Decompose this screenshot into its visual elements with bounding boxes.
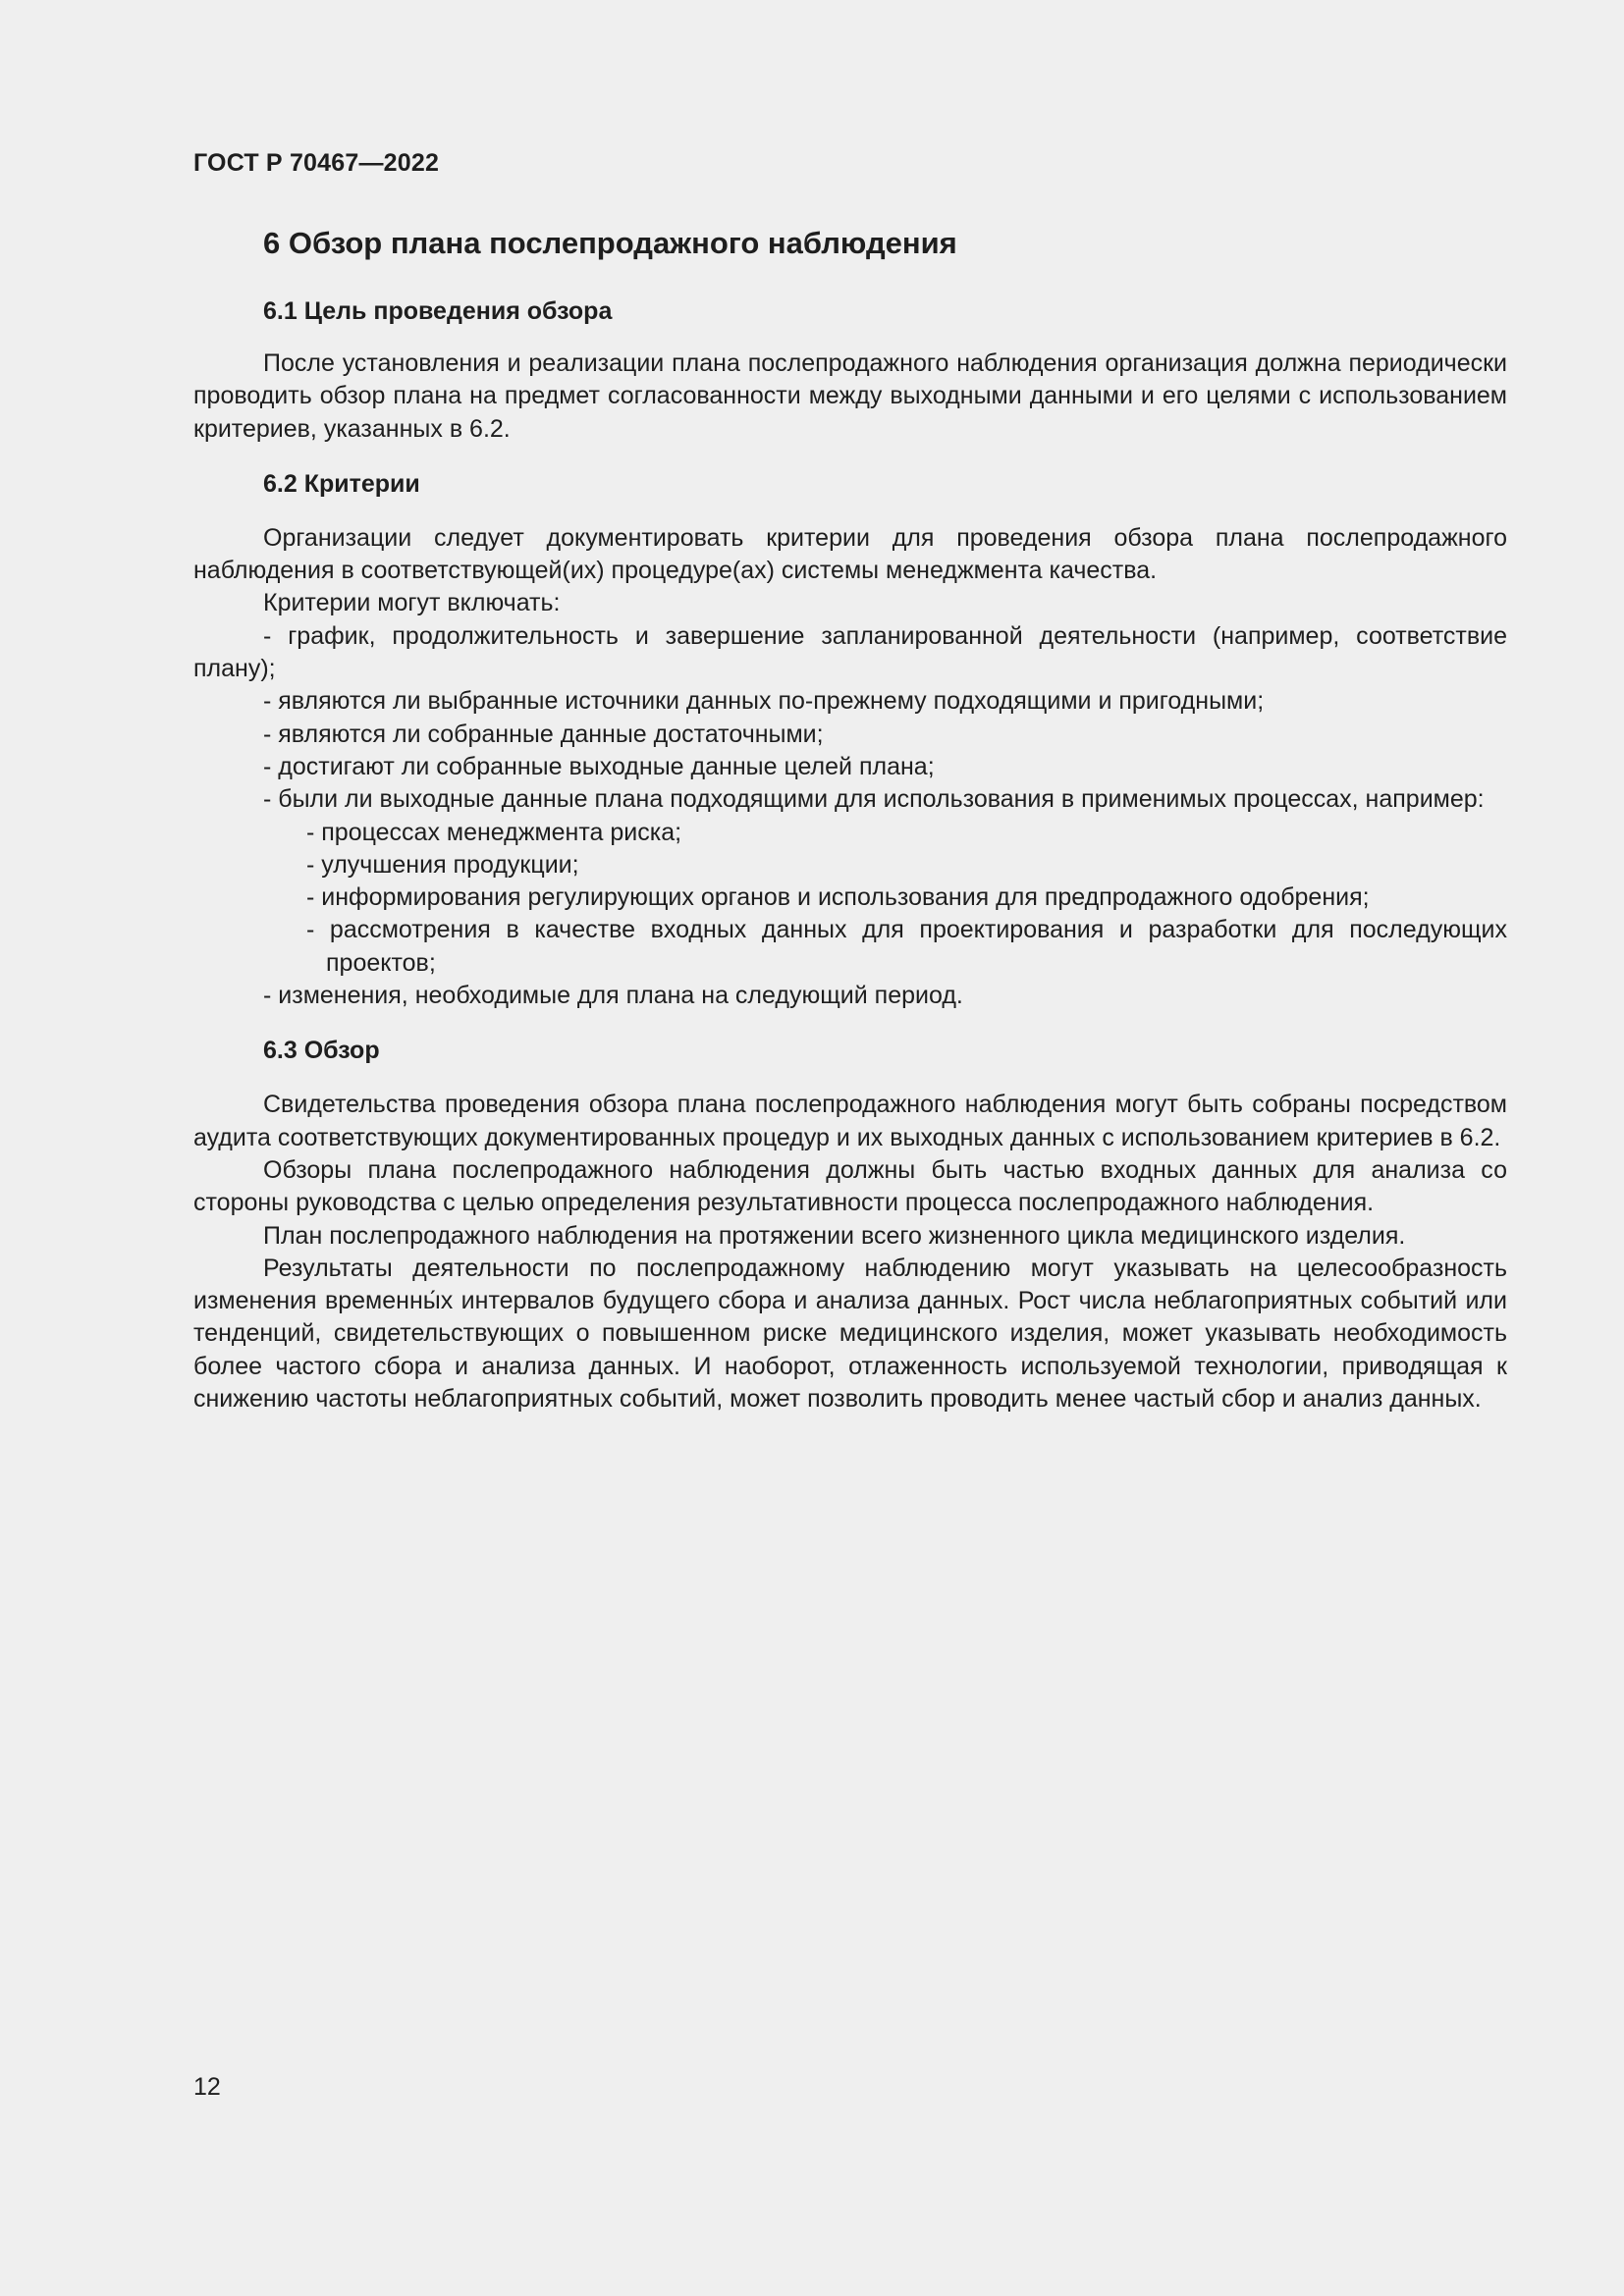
section-6-3-paragraph: Свидетельства проведения обзора плана послепродажного наблюдения могут быть собраны посредством аудита соответствующих документированных процедур и их выходных данных с использованием критериев в 6.2. xyxy=(193,1091,1507,1151)
document-code-header: ГОСТ Р 70467—2022 xyxy=(193,149,440,177)
page-content xyxy=(193,222,1507,1415)
criteria-item: - являются ли собранные данные достаточными; xyxy=(263,720,824,748)
section-6-2-title: 6.2 Критерии xyxy=(263,469,420,498)
section-6-title: 6 Обзор плана послепродажного наблюдения xyxy=(263,226,957,260)
criteria-subitem: - улучшения продукции; xyxy=(306,850,579,879)
criteria-subitem: - процессах менеджмента риска; xyxy=(306,818,682,846)
criteria-item: - достигают ли собранные выходные данные целей плана; xyxy=(263,752,935,780)
page-number: 12 xyxy=(193,2073,221,2101)
section-6-3-paragraph: План послепродажного наблюдения на протяжении всего жизненного цикла медицинского изделия. xyxy=(263,1221,1406,1250)
criteria-item: - изменения, необходимые для плана на следующий период. xyxy=(263,982,963,1010)
section-6-3-title: 6.3 Обзор xyxy=(263,1037,380,1065)
section-6-1-paragraph: После установления и реализации плана послепродажного наблюдения организация должна периодически проводить обзор плана на предмет согласованности между выходными данными и его целями с использованием критериев, указанных в 6.2. xyxy=(193,349,1507,443)
criteria-subitem: - информирования регулирующих органов и использования для предпродажного одобрения; xyxy=(306,883,1370,912)
criteria-intro: Критерии могут включать: xyxy=(263,589,561,617)
section-6-3-paragraph: Обзоры плана послепродажного наблюдения должны быть частью входных данных для анализа со стороны руководства с целью определения результативности процесса послепродажного наблюдения. xyxy=(193,1155,1507,1217)
section-6-2-paragraph: Организации следует документировать критерии для проведения обзора плана послепродажного наблюдения в соответствующей(их) процедуре(ах) системы менеджмента качества. xyxy=(193,523,1507,585)
criteria-item: - являются ли выбранные источники данных по-прежнему подходящими и пригодными; xyxy=(263,687,1265,716)
section-6-1-title: 6.1 Цель проведения обзора xyxy=(263,297,613,325)
criteria-subitem: - рассмотрения в качестве входных данных для проектирования и разработки для последующих проектов; xyxy=(306,916,1507,977)
section-6-3-paragraph: Результаты деятельности по послепродажному наблюдению могут указывать на целесообразность изменения временны́х интервалов будущего сбора и анализа данных. Рост числа неблагоприятных событий или тенденций, свидетельствующих о повышенном риске медицинского изделия, может указывать необходимость более частого сбора и анализа данных. И наоборот, отлаженность используемой технологии, приводящая к снижению частоты неблагоприятных событий, может позволить проводить менее частый сбор и анализ данных. xyxy=(193,1254,1507,1414)
criteria-item: - график, продолжительность и завершение запланированной деятельности (например, соответствие плану); xyxy=(193,621,1507,683)
criteria-item: - были ли выходные данные плана подходящими для использования в применимых процессах, например: xyxy=(263,785,1485,814)
